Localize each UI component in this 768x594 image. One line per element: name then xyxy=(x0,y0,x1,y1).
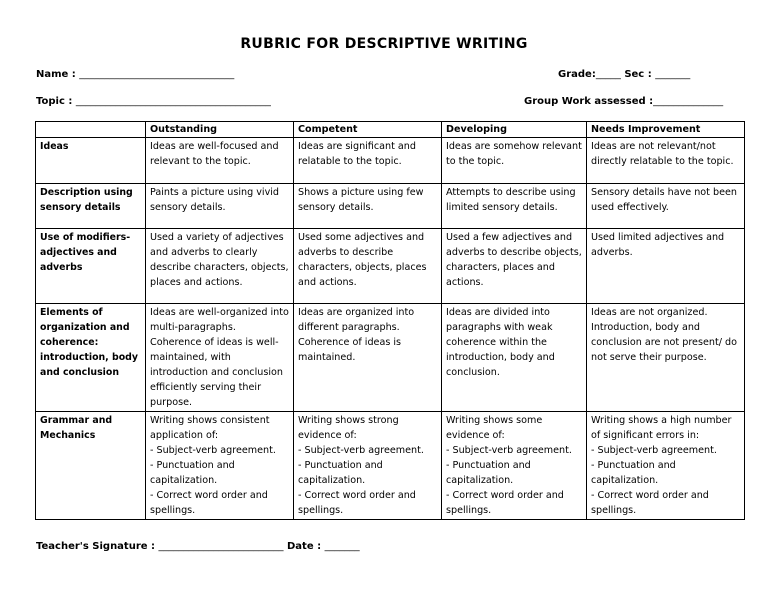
developing-cell: Attempts to describe using limited sensory details. xyxy=(442,184,587,229)
signature-label: Teacher's Signature : xyxy=(36,541,156,552)
date-label: Date : xyxy=(287,541,322,552)
needs-improvement-cell: Ideas are not relevant/not directly relatable to the topic. xyxy=(587,138,745,184)
needs-improvement-cell: Writing shows a high number of significant errors in: - Subject-verb agreement. - Punctuation and capitalization. - Correct word order and spellings. xyxy=(587,412,745,520)
table-row xyxy=(36,184,745,229)
table-row xyxy=(36,412,745,520)
competent-cell: Ideas are significant and relatable to the topic. xyxy=(294,138,442,184)
criterion-cell: Description using sensory details xyxy=(36,184,146,229)
table-header-row xyxy=(36,122,745,138)
competent-cell: Used some adjectives and adverbs to describe characters, objects, places and actions. xyxy=(294,229,442,304)
column-header-outstanding: Outstanding xyxy=(146,122,294,138)
name-label: Name : xyxy=(36,69,76,80)
sec-label: Sec : xyxy=(624,69,652,80)
signature-date-line xyxy=(36,541,360,552)
developing-cell: Ideas are divided into paragraphs with weak coherence within the introduction, body and conclusion. xyxy=(442,304,587,412)
competent-cell: Writing shows strong evidence of: - Subject-verb agreement. - Punctuation and capitalization. - Correct word order and spellings. xyxy=(294,412,442,520)
outstanding-cell: Paints a picture using vivid sensory details. xyxy=(146,184,294,229)
topic-label: Topic : xyxy=(36,96,73,107)
developing-cell: Ideas are somehow relevant to the topic. xyxy=(442,138,587,184)
table-row xyxy=(36,229,745,304)
column-header-criterion xyxy=(36,122,146,138)
group-work-label: Group Work assessed : xyxy=(524,96,654,107)
developing-cell: Writing shows some evidence of: - Subject-verb agreement. - Punctuation and capitalization. - Correct word order and spellings. xyxy=(442,412,587,520)
grade-label: Grade: xyxy=(558,69,596,80)
outstanding-cell: Used a variety of adjectives and adverbs to clearly describe characters, objects, places and actions. xyxy=(146,229,294,304)
criterion-cell: Ideas xyxy=(36,138,146,184)
grade-sec-field xyxy=(558,69,690,80)
needs-improvement-cell: Used limited adjectives and adverbs. xyxy=(587,229,745,304)
date-blank: _______ xyxy=(324,541,360,552)
rubric-table xyxy=(35,121,745,520)
topic-field xyxy=(36,96,271,107)
competent-cell: Ideas are organized into different paragraphs. Coherence of ideas is maintained. xyxy=(294,304,442,412)
needs-improvement-cell: Ideas are not organized. Introduction, body and conclusion are not present/ do not serve their purpose. xyxy=(587,304,745,412)
name-blank: _______________________________ xyxy=(79,69,235,80)
needs-improvement-cell: Sensory details have not been used effectively. xyxy=(587,184,745,229)
sec-blank: _______ xyxy=(655,69,691,80)
grade-blank: _____ xyxy=(595,69,621,80)
criterion-cell: Grammar and Mechanics xyxy=(36,412,146,520)
signature-blank: _________________________ xyxy=(158,541,284,552)
group-work-field xyxy=(524,96,723,107)
criterion-cell: Elements of organization and coherence: introduction, body and conclusion xyxy=(36,304,146,412)
column-header-needs-improvement: Needs Improvement xyxy=(587,122,745,138)
outstanding-cell: Ideas are well-focused and relevant to the topic. xyxy=(146,138,294,184)
criterion-cell: Use of modifiers-adjectives and adverbs xyxy=(36,229,146,304)
outstanding-cell: Writing shows consistent application of: - Subject-verb agreement. - Punctuation and capitalization. - Correct word order and spellings. xyxy=(146,412,294,520)
name-field xyxy=(36,69,234,80)
document-title: RUBRIC FOR DESCRIPTIVE WRITING xyxy=(240,36,528,52)
competent-cell: Shows a picture using few sensory details. xyxy=(294,184,442,229)
developing-cell: Used a few adjectives and adverbs to describe objects, characters, places and actions. xyxy=(442,229,587,304)
column-header-developing: Developing xyxy=(442,122,587,138)
outstanding-cell: Ideas are well-organized into multi-paragraphs. Coherence of ideas is well-maintained, with introduction and conclusion efficiently serving their purpose. xyxy=(146,304,294,412)
table-row xyxy=(36,304,745,412)
table-row xyxy=(36,138,745,184)
column-header-competent: Competent xyxy=(294,122,442,138)
group-work-blank: ______________ xyxy=(653,96,724,107)
topic-blank: _______________________________________ xyxy=(75,96,271,107)
